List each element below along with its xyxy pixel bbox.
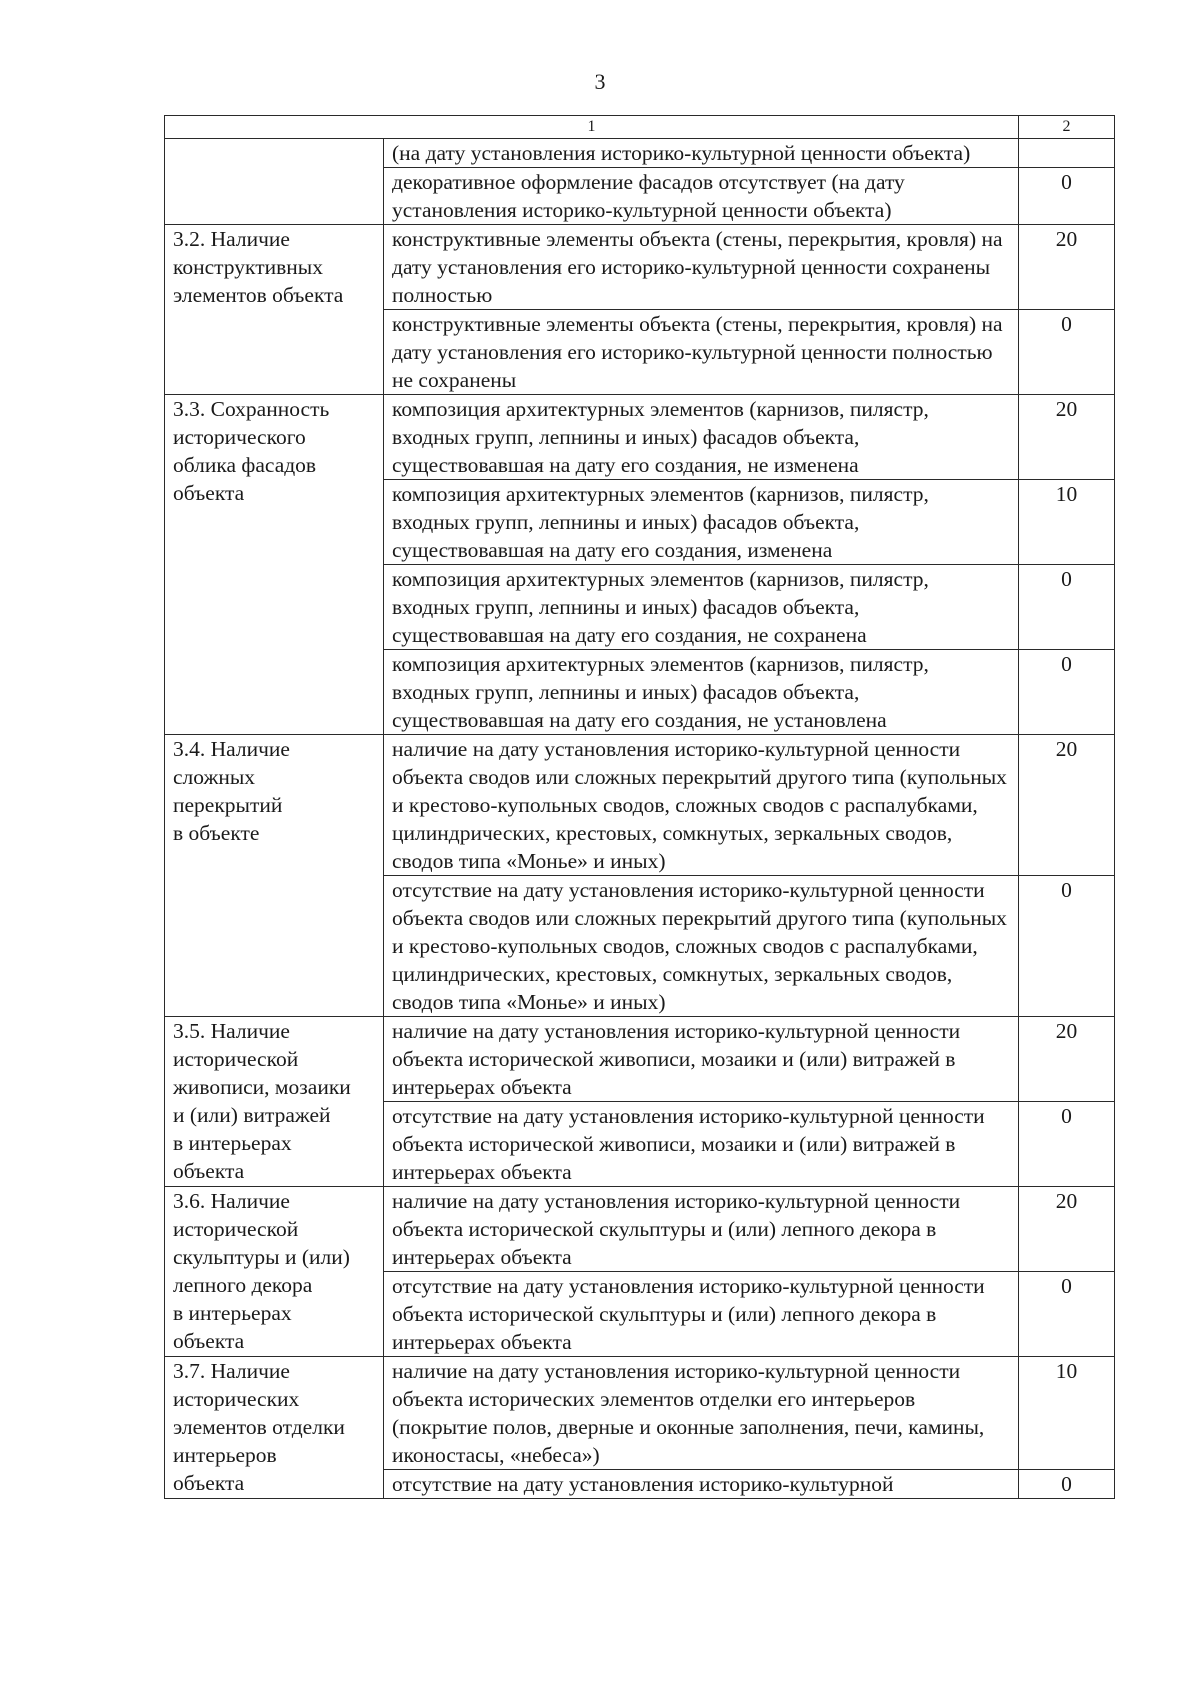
score-cell: 20 [1019, 1187, 1115, 1272]
page-number: 3 [594, 69, 606, 94]
score-cell: 0 [1019, 876, 1115, 1017]
score-cell: 0 [1019, 1272, 1115, 1357]
option-text: наличие на дату установления историко-культурной ценности объекта исторической живописи, мозаики и (или) витражей в интерьерах объекта [384, 1017, 1019, 1102]
score-cell: 0 [1019, 168, 1115, 225]
criterion-cell: 3.7. Наличие исторических элементов отделки интерьеров объекта [165, 1357, 384, 1499]
score-cell: 0 [1019, 1470, 1115, 1499]
score-cell: 20 [1019, 225, 1115, 310]
criterion-cell: 3.3. Сохранность исторического облика фасадов объекта [165, 395, 384, 735]
criterion-cell: 3.6. Наличие исторической скульптуры и (или) лепного декора в интерьерах объекта [165, 1187, 384, 1357]
table-row [165, 395, 1115, 480]
score-cell: 20 [1019, 1017, 1115, 1102]
table-row [165, 735, 1115, 876]
score-cell: 0 [1019, 650, 1115, 735]
score-cell: 0 [1019, 1102, 1115, 1187]
option-text: наличие на дату установления историко-культурной ценности объекта исторических элементов отделки его интерьеров (покрытие полов, дверные и оконные заполнения, печи, камины, иконостасы, «небеса») [384, 1357, 1019, 1470]
criteria-table [164, 115, 1115, 1499]
option-text: композиция архитектурных элементов (карнизов, пилястр, входных групп, лепнины и иных) фасадов объекта, существовавшая на дату его создания, не сохранена [384, 565, 1019, 650]
option-text: декоративное оформление фасадов отсутствует (на дату установления историко-культурной ценности объекта) [384, 168, 1019, 225]
option-text: отсутствие на дату установления историко-культурной ценности объекта исторической скульптуры и (или) лепного декора в интерьерах объекта [384, 1272, 1019, 1357]
table-row [165, 1187, 1115, 1272]
table-row [165, 1357, 1115, 1470]
table-header-row [165, 116, 1115, 139]
score-cell: 0 [1019, 565, 1115, 650]
criterion-cell: 3.2. Наличие конструктивных элементов объекта [165, 225, 384, 395]
option-text: (на дату установления историко-культурной ценности объекта) [384, 139, 1019, 168]
score-cell: 20 [1019, 735, 1115, 876]
option-text: наличие на дату установления историко-культурной ценности объекта исторической скульптуры и (или) лепного декора в интерьерах объекта [384, 1187, 1019, 1272]
option-text: композиция архитектурных элементов (карнизов, пилястр, входных групп, лепнины и иных) фасадов объекта, существовавшая на дату его создания, не изменена [384, 395, 1019, 480]
score-cell: 20 [1019, 395, 1115, 480]
criterion-cell: 3.5. Наличие исторической живописи, мозаики и (или) витражей в интерьерах объекта [165, 1017, 384, 1187]
header-col-1: 1 [165, 116, 1019, 139]
criterion-cell [165, 139, 384, 225]
option-text: конструктивные элементы объекта (стены, перекрытия, кровля) на дату установления его историко-культурной ценности полностью не сохранены [384, 310, 1019, 395]
option-text: конструктивные элементы объекта (стены, перекрытия, кровля) на дату установления его историко-культурной ценности сохранены полностью [384, 225, 1019, 310]
score-cell: 0 [1019, 310, 1115, 395]
criterion-cell: 3.4. Наличие сложных перекрытий в объекте [165, 735, 384, 1017]
score-cell: 10 [1019, 1357, 1115, 1470]
option-text: композиция архитектурных элементов (карнизов, пилястр, входных групп, лепнины и иных) фасадов объекта, существовавшая на дату его создания, не установлена [384, 650, 1019, 735]
option-text: отсутствие на дату установления историко-культурной [384, 1470, 1019, 1499]
table-row [165, 1017, 1115, 1102]
option-text: отсутствие на дату установления историко-культурной ценности объекта сводов или сложных перекрытий другого типа (купольных и крестово-купольных сводов, сложных сводов с распалубками, цилиндрических, крестовых, сомкнутых, зеркальных сводов, сводов типа «Монье» и иных) [384, 876, 1019, 1017]
header-col-2: 2 [1019, 116, 1115, 139]
option-text: отсутствие на дату установления историко-культурной ценности объекта исторической живописи, мозаики и (или) витражей в интерьерах объекта [384, 1102, 1019, 1187]
table-row [165, 139, 1115, 168]
table-row [165, 225, 1115, 310]
score-cell [1019, 139, 1115, 168]
score-cell: 10 [1019, 480, 1115, 565]
option-text: наличие на дату установления историко-культурной ценности объекта сводов или сложных перекрытий другого типа (купольных и крестово-купольных сводов, сложных сводов с распалубками, цилиндрических, крестовых, сомкнутых, зеркальных сводов, сводов типа «Монье» и иных) [384, 735, 1019, 876]
option-text: композиция архитектурных элементов (карнизов, пилястр, входных групп, лепнины и иных) фасадов объекта, существовавшая на дату его создания, изменена [384, 480, 1019, 565]
